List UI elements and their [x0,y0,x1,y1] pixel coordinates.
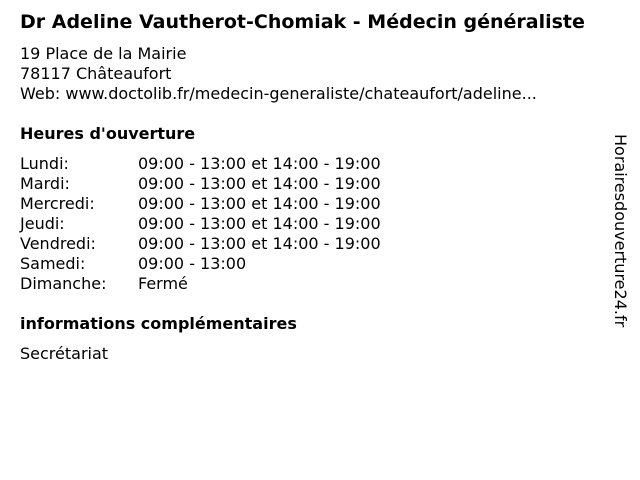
day-hours: Fermé [138,274,188,293]
day-hours: 09:00 - 13:00 et 14:00 - 19:00 [138,234,381,253]
hours-table [20,154,381,294]
website-link[interactable]: Web: www.doctolib.fr/medecin-generaliste/chateaufort/adeline... [20,84,537,103]
hours-heading: Heures d'ouverture [20,124,196,143]
hours-row-friday [20,234,381,254]
city-address: 78117 Châteaufort [20,64,172,83]
day-label: Vendredi: [20,234,96,253]
day-hours: 09:00 - 13:00 [138,254,247,273]
hours-row-sunday [20,274,381,294]
day-label: Lundi: [20,154,69,173]
day-hours: 09:00 - 13:00 et 14:00 - 19:00 [138,194,381,213]
day-label: Samedi: [20,254,86,273]
page-title: Dr Adeline Vautherot-Chomiak - Médecin généraliste [20,11,585,33]
day-hours: 09:00 - 13:00 et 14:00 - 19:00 [138,214,381,233]
hours-row-saturday [20,254,381,274]
day-label: Mercredi: [20,194,95,213]
hours-row-thursday [20,214,381,234]
day-label: Dimanche: [20,274,107,293]
hours-row-tuesday [20,174,381,194]
day-hours: 09:00 - 13:00 et 14:00 - 19:00 [138,154,381,173]
hours-row-wednesday [20,194,381,214]
extra-info-heading: informations complémentaires [20,314,297,333]
extra-info-text: Secrétariat [20,344,109,363]
day-label: Jeudi: [20,214,65,233]
address-block [20,44,537,104]
street-address: 19 Place de la Mairie [20,44,187,63]
day-label: Mardi: [20,174,70,193]
hours-row-monday [20,154,381,174]
site-watermark: Horairesdouverture24.fr [611,134,630,328]
day-hours: 09:00 - 13:00 et 14:00 - 19:00 [138,174,381,193]
